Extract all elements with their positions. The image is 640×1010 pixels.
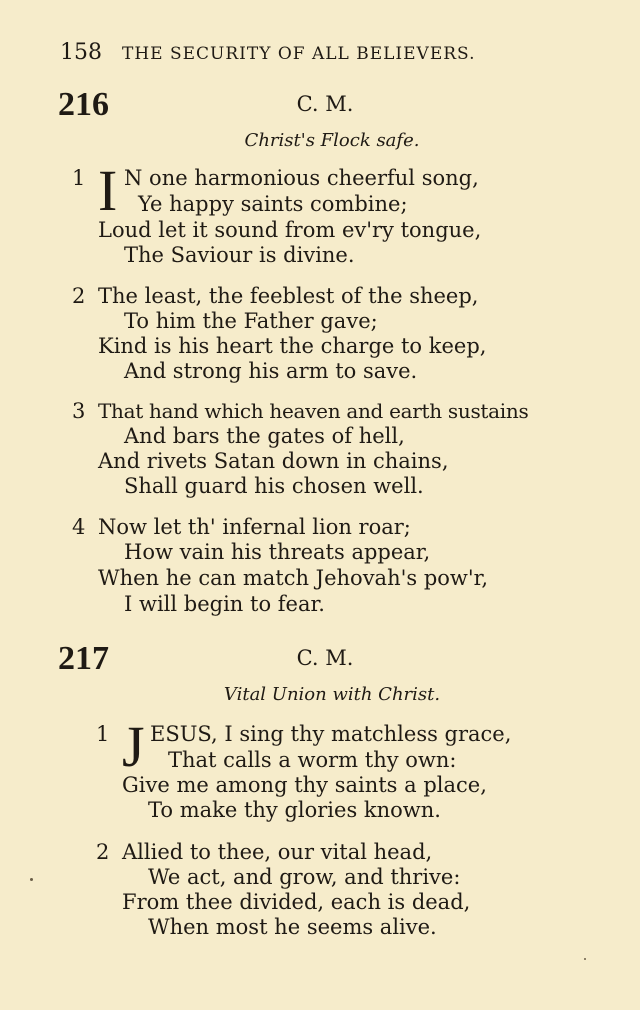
hymn-line: Allied to thee, our vital head,	[122, 840, 433, 864]
hymn-line: How vain his threats appear,	[124, 540, 431, 564]
hymn-line: The least, the feeblest of the sheep,	[98, 284, 479, 308]
hymn-meter: C. M.	[296, 646, 354, 670]
hymn-line: Shall guard his chosen well.	[124, 474, 424, 498]
verse-number: 1	[96, 722, 110, 746]
print-speck	[584, 958, 586, 960]
verse-number: 4	[72, 515, 86, 539]
hymn-line: And strong his arm to save.	[124, 359, 418, 383]
hymn-line: ESUS, I sing thy matchless grace,	[150, 722, 512, 746]
hymn-line: That calls a worm thy own:	[168, 748, 457, 772]
hymn-line: And bars the gates of hell,	[124, 424, 405, 448]
verse-number: 3	[72, 399, 86, 423]
hymn-line: That hand which heaven and earth sustains	[98, 399, 529, 423]
hymn-line: When most he seems alive.	[148, 915, 437, 939]
hymn-line: I will begin to fear.	[124, 592, 325, 616]
hymn-line: The Saviour is divine.	[124, 243, 355, 267]
hymn-line: N one harmonious cheerful song,	[124, 166, 479, 190]
hymn-line: And rivets Satan down in chains,	[98, 449, 449, 473]
running-title: THE SECURITY OF ALL BELIEVERS.	[122, 44, 476, 64]
hymn-line: Kind is his heart the charge to keep,	[98, 334, 487, 358]
page-number: 158	[60, 40, 102, 65]
hymn-line: Now let th' infernal lion roar;	[98, 515, 411, 539]
hymn-number: 217	[58, 640, 109, 677]
verse-number: 2	[96, 840, 110, 864]
hymn-line: To make thy glories known.	[148, 798, 441, 822]
hymn-line: When he can match Jehovah's pow'r,	[98, 566, 489, 590]
hymn-subtitle: Vital Union with Christ.	[223, 684, 441, 705]
hymn-number: 216	[58, 86, 109, 123]
hymn-line: From thee divided, each is dead,	[122, 890, 471, 914]
hymn-line: We act, and grow, and thrive:	[148, 865, 461, 889]
verse-number: 2	[72, 284, 86, 308]
drop-cap: I	[98, 158, 118, 223]
hymn-line: To him the Father gave;	[124, 309, 378, 333]
hymn-line: Loud let it sound from ev'ry tongue,	[98, 218, 482, 242]
verse-number: 1	[72, 166, 86, 190]
hymn-subtitle: Christ's Flock safe.	[244, 130, 420, 151]
running-header	[60, 40, 620, 65]
hymn-meter: C. M.	[296, 92, 354, 116]
hymn-line: Give me among thy saints a place,	[122, 773, 487, 797]
print-speck	[30, 878, 33, 881]
hymn-line: Ye happy saints combine;	[138, 192, 408, 216]
drop-cap: J	[122, 714, 145, 779]
